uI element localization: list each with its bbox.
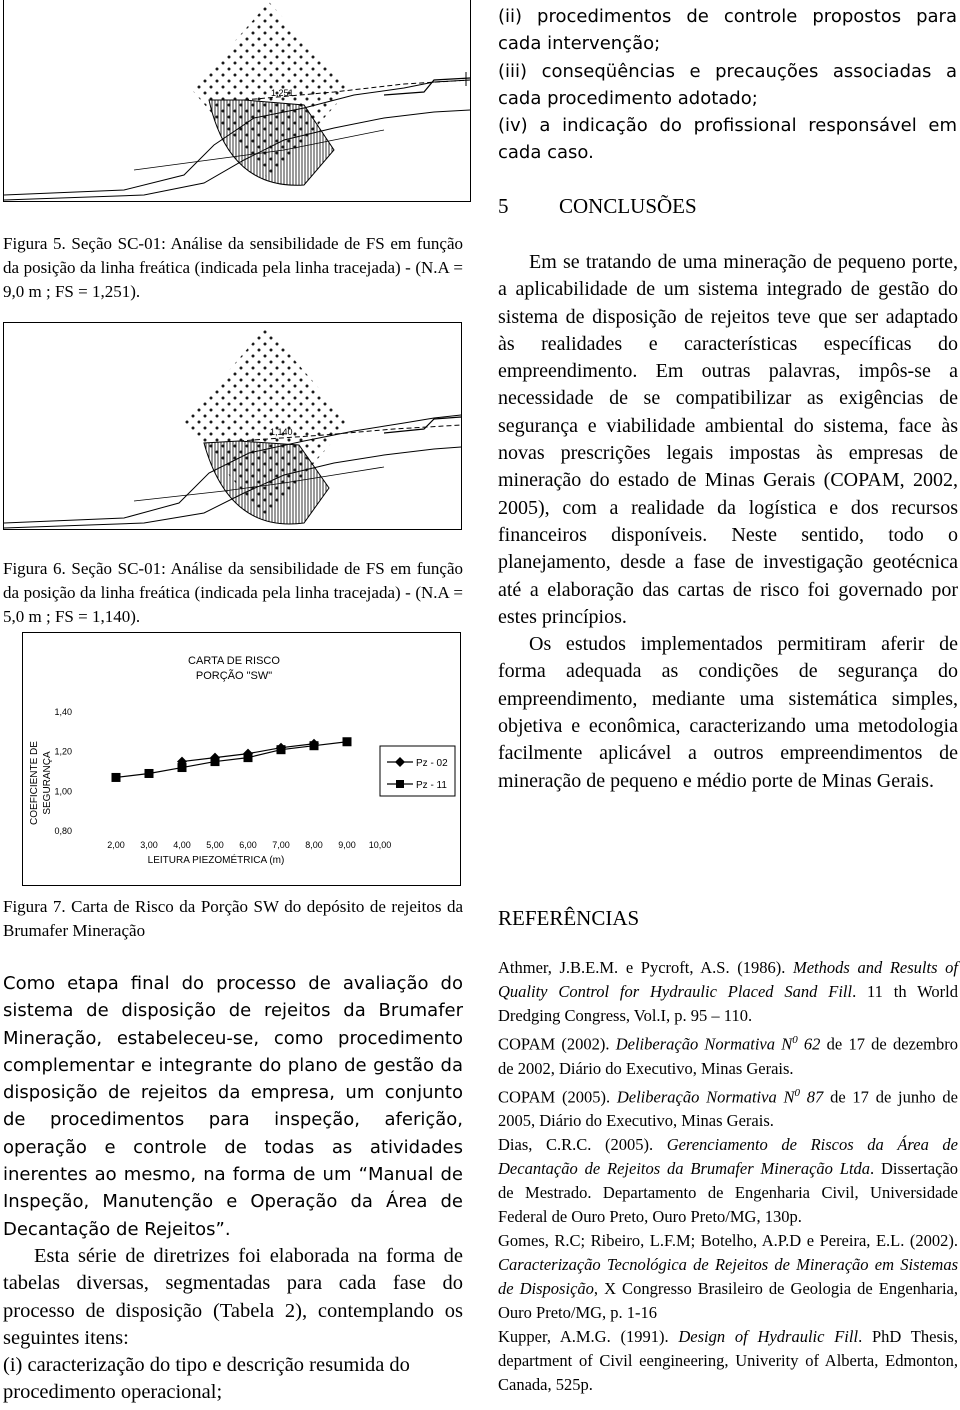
reference-item: Kupper, A.M.G. (1991). Design of Hydraulic Fill. PhD Thesis, department of Civil eengineering, Univerity of Alberta, Edmonton, Canada, 525p. [498,1327,959,1394]
reference-item: Athmer, J.B.E.M. e Pycroft, A.S. (1986). Methods and Results of Quality Control for Hydraulic Placed Sand Fill. 11 th World Dredging Congress, Vol.I, p. 95 – 110. [498,958,958,1025]
legend-marker-square [396,780,404,788]
chart-title-line2: PORÇÃO "SW" [195,670,273,682]
figure6-cross-section [3,322,462,530]
figure7-chart [22,632,461,886]
x-tick-label: 10,00 [368,840,392,850]
section-heading [498,194,697,219]
figure7-caption-text: Carta de Risco da Porção SW do depósito de rejeitos da Brumafer Mineração [3,897,464,940]
x-tick-label: 5,00 [206,840,224,850]
body-paragraph-1: Como etapa final do processo de avaliação do sistema de disposição de rejeitos da Brumafer Mineração, estabeleceu-se, como procedimento complementar e integrante do plano de gestão da disposição de rejeitos da empresa, um conjunto de procedimentos para inspeção, aferição, operação e controle de todas as atividades inerentes ao mesmo, na forma de um “Manual de Inspeção, Manutenção e Operação da Área de Decantação de Rejeitos”. [3,973,463,1240]
references-list [498,956,958,1397]
conclusions-text [498,249,958,795]
series-point-square [310,741,319,750]
figure6-caption [3,557,463,629]
figure6-caption-label: Figura 6. [3,559,66,578]
section-title: CONCLUSÕES [559,194,697,218]
chart-ylabel-line2: SEGURANÇA [42,751,53,815]
right-list [498,3,957,167]
figure5-caption [3,232,463,304]
reference-item: COPAM (2005). Deliberação Normativa $N^0$ 87 de 17 de junho de 2005, Diário do Executivo, Minas Gerais. [498,1086,958,1130]
chart-title-line1: CARTA DE RISCO [188,655,280,667]
references-heading: REFERÊNCIAS [498,906,640,930]
x-tick-label: 9,00 [338,840,356,850]
left-body-text [3,970,463,1407]
list-item-2: (ii) procedimentos de controle propostos para cada intervenção; [498,6,957,55]
series-point-square [343,737,352,746]
conclusions-paragraph-1: Em se tratando de uma mineração de pequeno porte, a aplicabilidade de um sistema integrado de gestão do sistema de disposição de rejeitos teve que ser adaptado às realidades e características específicas do empreendimento. Em outras palavras, impôs-se a necessidade de se compatibilizar as exigências de segurança e viabilidade ambiental do sistema, face às novas prescrições legais impostas às empresas de mineração do estado de Minas Gerais (COPAM, 2002, 2005), com a realidade da logística e dos recursos financeiros disponíveis. Neste sentido, todo o planejamento, desde a fase de investigação geotécnica até a elaboração das cartas de risco foi governado por estes princípios. [498,251,958,628]
list-item-1: (i) caracterização do tipo e descrição resumida do procedimento operacional; [3,1354,410,1404]
figure6-fs-label: 1,140 [270,427,293,437]
figure7-caption [3,895,463,943]
figure5-caption-label: Figura 5. [3,234,66,253]
x-tick-label: 2,00 [107,840,125,850]
chart-xlabel: LEITURA PIEZOMÉTRICA (m) [147,855,285,866]
x-tick-label: 8,00 [305,840,323,850]
reference-item: Dias, C.R.C. (2005). Gerenciamento de Riscos da Área de Decantação de Rejeitos da Brumafer Mineração Ltda. Dissertação de Mestrado. Departamento de Engenharia Civil, Universidade Federal de Ouro Preto, Ouro Preto/MG, 130p. [498,1135,958,1226]
series-point-square [244,753,253,762]
y-tick-label: 1,20 [54,746,72,757]
reference-item: Gomes, R.C; Ribeiro, L.F.M; Botelho, A.P.D e Pereira, E.L. (2002). Caracterização Tecnológica de Rejeitos de Mineração em Sistemas de Disposição, X Congresso Brasileiro de Geologia de Engenharia, Ouro Preto/MG, p. 1-16 [498,1231,958,1322]
section-number: 5 [498,194,509,218]
figure5-fs-label: 1,251 [271,88,294,98]
series-point-square [277,745,286,754]
legend-label: Pz - 11 [416,780,447,791]
series-point-square [178,763,187,772]
figure5-caption-text: Seção SC-01: Análise da sensibilidade de FS em função da posição da linha freática (indicada pela linha tracejada) - (N.A = 9,0 m ; FS = 1,251). [3,234,463,301]
x-tick-label: 6,00 [239,840,257,850]
series-point-square [145,769,154,778]
x-tick-label: 3,00 [140,840,158,850]
legend-label: Pz - 02 [416,758,448,769]
series-point-square [112,773,121,782]
x-tick-label: 7,00 [272,840,290,850]
figure5-cross-section [3,0,471,202]
list-item-4: (iv) a indicação do profissional responsável em cada caso. [498,115,957,164]
y-tick-label: 1,00 [54,786,72,797]
conclusions-paragraph-2: Os estudos implementados permitiram aferir de forma adequada as condições de segurança do empreendimento, mediante uma sistemática simples, objetiva e econômica, caracterizando uma metodologia facilmente aplicável a outros empreendimentos de mineração de pequeno e médio porte de Minas Gerais. [498,633,958,792]
reference-item: COPAM (2002). Deliberação Normativa $N^0$ 62 de 17 de dezembro de 2002, Diário do Executivo, Minas Gerais. [498,1034,958,1078]
list-item-3: (iii) conseqüências e precauções associadas a cada procedimento adotado; [498,60,957,109]
x-tick-label: 4,00 [173,840,191,850]
body-paragraph-2: Esta série de diretrizes foi elaborada na forma de tabelas diversas, segmentadas para cada fase do processo de disposição (Tabela 2), contemplando os seguintes itens: [3,1244,463,1349]
series-point-square [211,757,220,766]
figure7-caption-label: Figura 7. [3,897,66,916]
y-tick-label: 0,80 [54,826,72,836]
y-tick-label: 1,40 [54,707,72,717]
figure6-caption-text: Seção SC-01: Análise da sensibilidade de FS em função da posição da linha freática (indicada pela linha tracejada) - (N.A = 5,0 m ; FS = 1,140). [3,559,463,626]
chart-ylabel-line1: COEFICIENTE DE [29,741,40,825]
